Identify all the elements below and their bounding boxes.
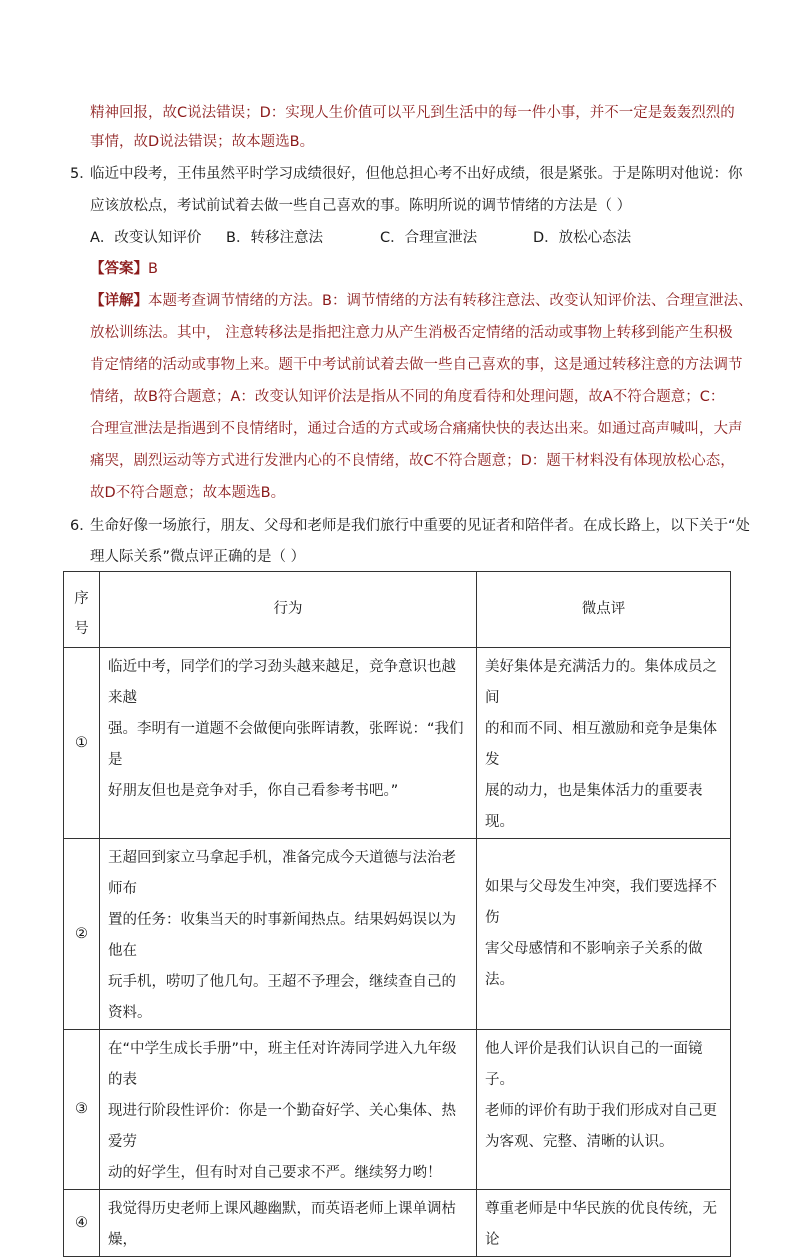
- table-row: [64, 648, 731, 839]
- row-comment: 尊重老师是中华民族的优良传统，无论: [477, 1190, 731, 1257]
- q5-answer: [90, 258, 158, 280]
- q5-option-b: B．转移注意法: [226, 230, 323, 246]
- answer-value: B: [148, 261, 158, 277]
- q5-number: 5．: [70, 166, 94, 182]
- q5-stem-line-2: 应该放松点，考试前试着去做一些自己喜欢的事。陈明所说的调节情绪的方法是（ ）: [90, 198, 632, 214]
- row-comment: 美好集体是充满活力的。集体成员之间 的和而不同、相互激励和竞争是集体发 展的动力，也是集体活力的重要表现。: [477, 648, 731, 839]
- q6-table: [63, 571, 731, 1257]
- row-behavior: 临近中考，同学们的学习劲头越来越足，竞争意识也越来越 强。李明有一道题不会做便向张晖请教，张晖说：“我们是 好朋友但也是竞争对手，你自己看参考书吧。”: [100, 648, 477, 839]
- q5-explain-line-7: 故D不符合题意；故本题选B。: [90, 485, 286, 501]
- row-comment: 他人评价是我们认识自己的一面镜子。 老师的评价有助于我们形成对自己更 为客观、完整、清晰的认识。: [477, 1030, 731, 1190]
- q6-number: 6．: [70, 518, 94, 534]
- explain-tag: 【详解】: [90, 293, 148, 309]
- row-comment: 如果与父母发生冲突，我们要选择不伤 害父母感情和不影响亲子关系的做法。: [477, 839, 731, 1030]
- header-behavior: 行为: [100, 572, 477, 648]
- q6-stem-line-1: 生命好像一场旅行，朋友、父母和老师是我们旅行中重要的见证者和陪伴者。在成长路上，以下关于“处: [90, 518, 751, 534]
- row-mark: ②: [64, 839, 100, 1030]
- carryover-line-1: 精神回报，故C说法错误；D：实现人生价值可以平凡到生活中的每一件小事，并不一定是轰轰烈烈的: [90, 105, 735, 121]
- table-row: [64, 839, 731, 1030]
- q5-option-d: D．放松心态法: [533, 230, 632, 246]
- row-mark: ④: [64, 1190, 100, 1257]
- header-comment: 微点评: [477, 572, 731, 648]
- q5-stem-line-1: 临近中段考，王伟虽然平时学习成绩很好，但他总担心考不出好成绩，很是紧张。于是陈明对他说：你: [90, 166, 743, 182]
- q5-explain-line-2: 放松训练法。其中， 注意转移法是指把注意力从产生消极否定情绪的活动或事物上转移到能产生积极: [90, 325, 733, 341]
- q6-stem-line-2: 理人际关系”微点评正确的是（ ）: [90, 549, 306, 565]
- row-mark: ③: [64, 1030, 100, 1190]
- q5-explain-line-1: 【详解】本题考查调节情绪的方法。B：调节情绪的方法有转移注意法、改变认知评价法、合理宣泄法、: [90, 293, 753, 309]
- table-header-row: [64, 572, 731, 648]
- answer-tag: 【答案】: [90, 261, 148, 277]
- q5-explain-line-4: 情绪，故B符合题意；A：改变认知评价法是指从不同的角度看待和处理问题，故A不符合题意；C：: [90, 389, 725, 405]
- row-mark: ①: [64, 648, 100, 839]
- row-behavior: 我觉得历史老师上课风趣幽默，而英语老师上课单调枯燥，: [100, 1190, 477, 1257]
- row-behavior: 王超回到家立马拿起手机，准备完成今天道德与法治老师布 置的任务：收集当天的时事新闻热点。结果妈妈误以为他在 玩手机，唠叨了他几句。王超不予理会，继续查自己的资料。: [100, 839, 477, 1030]
- q5-option-a: A．改变认知评价: [90, 230, 202, 246]
- q5-option-c: C．合理宣泄法: [380, 230, 478, 246]
- row-behavior: 在“中学生成长手册”中，班主任对许涛同学进入九年级的表 现进行阶段性评价：你是一个勤奋好学、关心集体、热爱劳 动的好学生，但有时对自己要求不严。继续努力哟！: [100, 1030, 477, 1190]
- table-row: [64, 1030, 731, 1190]
- table-row: [64, 1190, 731, 1257]
- header-no: 序 号: [64, 572, 100, 648]
- q5-explain-line-6: 痛哭，剧烈运动等方式进行发泄内心的不良情绪，故C不符合题意；D：题干材料没有体现放松心态，: [90, 453, 735, 469]
- carryover-line-2: 事情，故D说法错误；故本题选B。: [90, 134, 315, 150]
- q5-explain-line-3: 肯定情绪的活动或事物上来。题干中考试前试着去做一些自己喜欢的事，这是通过转移注意的方法调节: [90, 357, 743, 373]
- q5-explain-line-5: 合理宣泄法是指遇到不良情绪时，通过合适的方式或场合痛痛快快的表达出来。如通过高声喊叫，大声: [90, 421, 743, 437]
